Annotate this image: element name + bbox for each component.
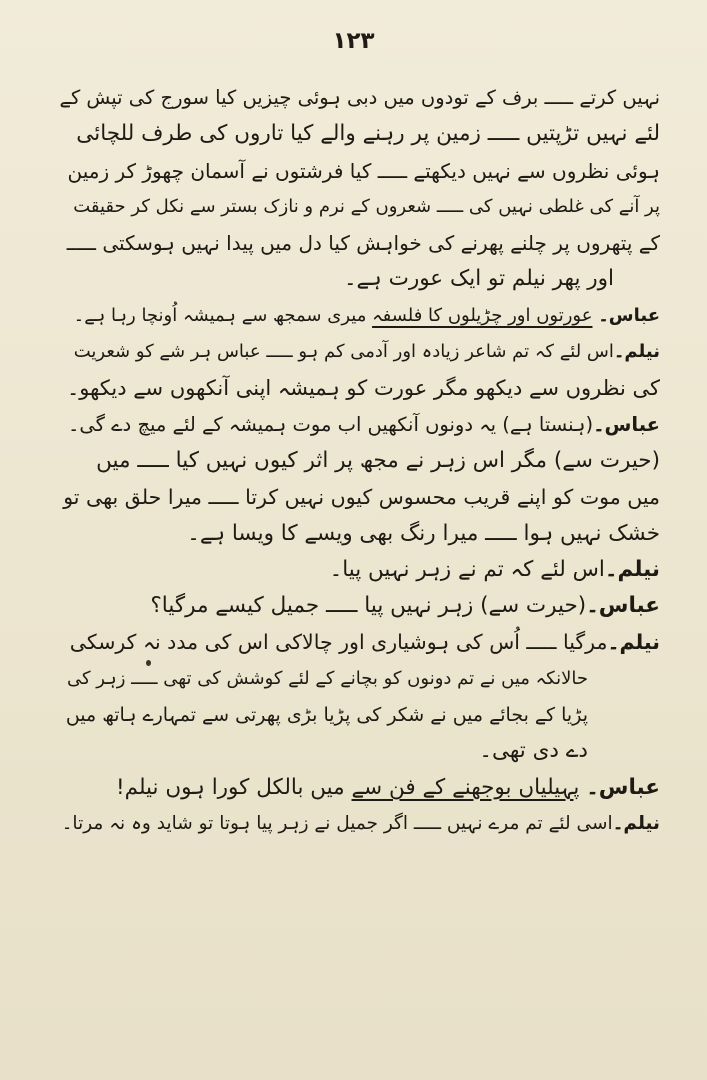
speaker-name: عباس۔	[586, 593, 660, 619]
text-line	[60, 624, 660, 660]
line-text: حالانکہ میں نے تم دونوں کو بچانے کے لئے کوشش کی تھی ـــــ زہر کی	[66, 667, 588, 689]
line-text: اس لئے کہ تم شاعر زیادہ اور آدمی کم ہو ـــــ عباس ہر شے کو شعریت	[73, 341, 614, 363]
line-text: مرگیا ـــــ اُس کی ہوشیاری اور چالاکی اس کی مدد نہ کرسکی	[69, 630, 608, 655]
line-text: (حیرت سے) زہر نہیں پیا ـــــ جمیل کیسے مرگیا؟	[150, 593, 587, 619]
line-text: اور پھر نیلم تو ایک عورت ہے۔	[343, 266, 614, 292]
text-line	[60, 516, 660, 552]
text-line	[60, 225, 660, 261]
page-text	[60, 80, 660, 842]
text-line	[60, 479, 660, 515]
underlined-phrase: پہیلیاں بوجھنے کے فن سے	[351, 774, 580, 800]
speaker-name: نیلم۔	[607, 630, 660, 655]
line-text: لئے نہیں تڑپتیں ـــــ زمین پر رہنے والے کیا تاروں کی طرف للچائی	[76, 121, 660, 147]
line-text: پڑیا کے بجائے میں نے شکر کی پڑیا بڑی پھرتی سے تمہارے ہاتھ میں	[65, 704, 588, 727]
text-line	[60, 116, 660, 152]
text-line	[60, 80, 660, 116]
line-text-rest: میری سمجھ سے ہمیشہ اُونچا رہا ہے۔	[73, 304, 373, 326]
ink-speck	[146, 660, 151, 666]
speaker-name: عباس۔	[586, 774, 660, 800]
speaker-name: نیلم۔	[613, 341, 660, 363]
text-line	[60, 733, 660, 769]
speaker-name: عباس۔	[593, 412, 660, 436]
text-line	[60, 806, 660, 842]
line-text: دے دی تھی۔	[479, 738, 588, 764]
line-text: کے پتھروں پر چلنے پھرنے کی خواہش کیا دل میں پیدا نہیں ہوسکتی ـــــ	[66, 231, 660, 256]
line-text: اس لئے کہ تم نے زہر نہیں پیا۔	[329, 556, 605, 582]
line-text: اسی لئے تم مرے نہیں ـــــ اگر جمیل نے زہر پیا ہوتا تو شاید وہ نہ مرتا۔	[61, 812, 613, 834]
line-text: (ہنستا ہے) یہ دونوں آنکھیں اب موت ہمیشہ کے لئے میچ دے گی۔	[67, 412, 594, 436]
text-line	[60, 261, 660, 297]
text-line	[60, 697, 660, 733]
text-line	[60, 588, 660, 624]
line-text: ہوئی نظروں سے نہیں دیکھتے ـــــ کیا فرشتوں نے آسمان چھوڑ کر زمین	[67, 158, 660, 183]
speaker-name: نیلم۔	[612, 812, 660, 834]
line-text: میں موت کو اپنے قریب محسوس کیوں نہیں کرتا ـــــ میرا حلق بھی تو	[63, 485, 660, 510]
line-text: نہیں کرتے ـــــ برف کے تودوں میں دبی ہوئی چیزیں کیا سورج کی تپش کے	[60, 86, 660, 109]
speaker-name: عباس۔	[598, 304, 660, 326]
line-text-rest: میں بالکل کورا ہوں نیلم!	[116, 774, 352, 800]
text-line	[60, 407, 660, 443]
line-text: (حیرت سے) مگر اس زہر نے مجھ پر اثر کیوں نہیں کیا ـــــ میں	[96, 447, 660, 473]
underlined-phrase: عورتوں اور چڑیلوں کا فلسفہ	[372, 304, 593, 326]
text-line	[60, 189, 660, 225]
text-line	[60, 661, 660, 697]
line-text: پر آنے کی غلطی نہیں کی ـــــ شعروں کے نرم و نازک بستر سے نکل کر حقیقت	[73, 195, 660, 217]
text-line	[60, 334, 660, 370]
speaker-name: نیلم۔	[604, 556, 660, 582]
text-line	[60, 370, 660, 406]
line-text: خشک نہیں ہوا ـــــ میرا رنگ بھی ویسے کا ویسا ہے۔	[187, 520, 660, 546]
text-line	[60, 552, 660, 588]
text-line	[60, 153, 660, 189]
text-line	[60, 443, 660, 479]
text-line	[60, 770, 660, 806]
line-text: کی نظروں سے دیکھو مگر عورت کو ہمیشہ اپنی آنکھوں سے دیکھو۔	[66, 376, 660, 401]
page-number: ۱۲۳	[332, 28, 375, 54]
text-line	[60, 298, 660, 334]
